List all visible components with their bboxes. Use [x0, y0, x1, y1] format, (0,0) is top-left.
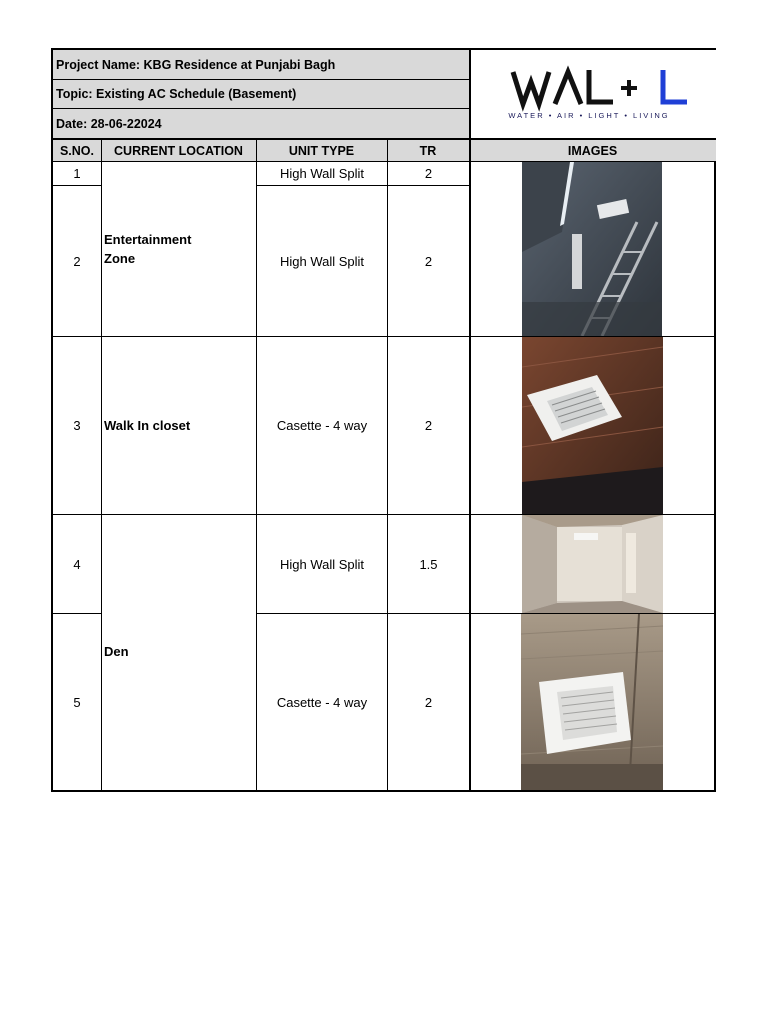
location-walk-in-closet: Walk In closet: [104, 418, 191, 433]
col-header-tr: [387, 138, 469, 162]
col-header-sno-label: S.NO.: [59, 143, 95, 158]
col-header-location: [101, 138, 256, 162]
row-1-tr: 2: [424, 166, 433, 181]
row-2-unit-type: High Wall Split: [279, 253, 365, 269]
col-header-tr-label: TR: [419, 143, 437, 158]
photo-wall-split-ac-entertainment: [522, 162, 662, 336]
row-4-tr: 1.5: [419, 556, 438, 572]
row-2-tr: 2: [424, 253, 433, 269]
logo-letter-l2: [663, 70, 687, 102]
topic-text: Topic: Existing AC Schedule (Basement): [56, 87, 297, 101]
row-1-sno: 1: [73, 166, 81, 181]
logo-tagline: WATER • AIR • LIGHT • LIVING: [508, 111, 670, 120]
project-name-header: [53, 50, 469, 80]
row-4-sno: 4: [73, 556, 81, 572]
row-5-unit-type: Casette - 4 way: [276, 694, 368, 710]
row-1-unit-type: High Wall Split: [279, 166, 365, 181]
logo-cell: [469, 50, 716, 138]
row-5-sno: 5: [73, 694, 81, 710]
date-header: [53, 109, 469, 138]
location-den: Den: [104, 644, 129, 659]
row-3-tr: 2: [424, 418, 433, 433]
wall-logo: [471, 50, 716, 136]
col-header-unit-type-label: UNIT TYPE: [288, 143, 355, 158]
location-entertainment-zone: [102, 230, 254, 268]
photo-cassette-ac-den: [521, 614, 663, 790]
date-text: Date: 28-06-22024: [56, 116, 162, 131]
row-2-sno: 2: [73, 253, 81, 269]
col-header-unit-type: [256, 138, 387, 162]
col-header-images: [469, 138, 716, 162]
col-header-location-label: CURRENT LOCATION: [114, 143, 243, 158]
row-3-sno: 3: [73, 418, 81, 433]
location-entertainment-line2: Zone: [104, 251, 136, 266]
project-name-text: Project Name: KBG Residence at Punjabi Bagh: [56, 57, 336, 72]
photo-cassette-ac-walk-in-closet: [522, 337, 663, 514]
location-entertainment-line1: Entertainment: [104, 232, 192, 247]
logo-letter-l1: [589, 70, 613, 102]
ac-schedule-table: [51, 48, 716, 792]
col-header-images-label: IMAGES: [567, 143, 618, 158]
row-5-tr: 2: [424, 694, 433, 710]
grid-vline: [469, 50, 471, 790]
logo-plus: [621, 80, 637, 96]
logo-letter-w: [513, 72, 549, 104]
logo-letter-a: [555, 72, 581, 104]
col-header-sno: [53, 138, 101, 162]
row-3-unit-type: Casette - 4 way: [276, 418, 368, 433]
photo-wall-split-ac-den: [522, 515, 663, 613]
topic-header: [53, 80, 469, 109]
row-4-unit-type: High Wall Split: [279, 556, 365, 572]
